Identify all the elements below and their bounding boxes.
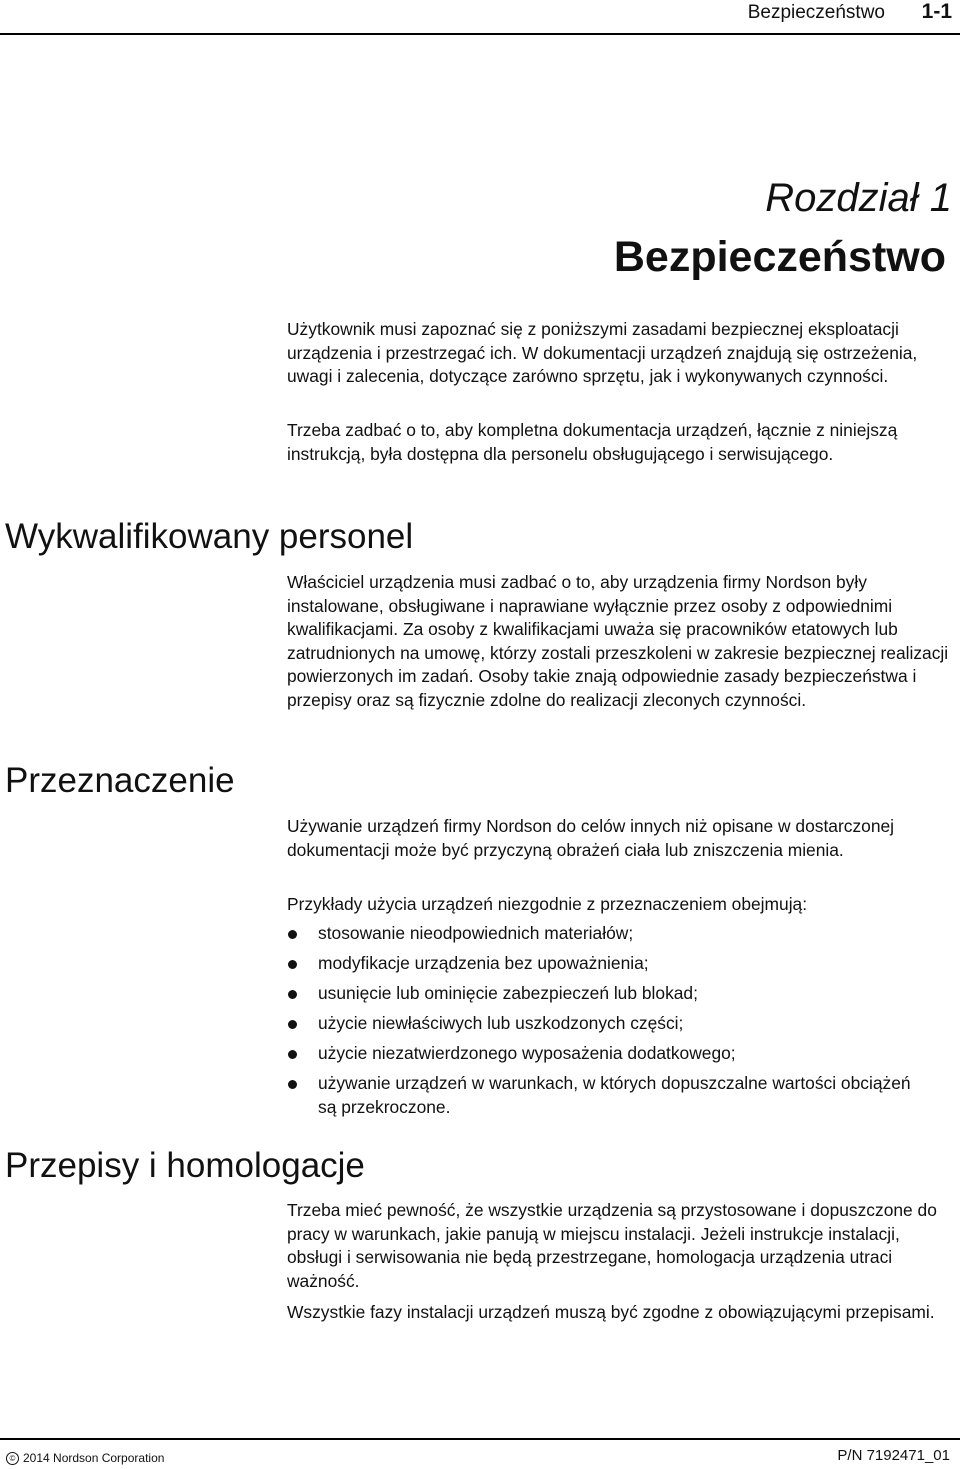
chapter-label: Rozdział 1 (765, 176, 952, 220)
intended-use-paragraph-2: Przykłady użycia urządzeń niezgodnie z przeznaczeniem obejmują: (287, 894, 808, 914)
section-heading-intended-use: Przeznaczenie (5, 761, 235, 800)
list-item-text: stosowanie nieodpowiednich materiałów; (318, 923, 634, 943)
regulations-paragraph-1: Trzeba mieć pewność, że wszystkie urządzenia są przystosowane i dopuszczone do pracy w warunkach, jakie panują w miejscu instalacji. Jeżeli instrukcje instalacji, obsługi i serwisowania nie będą przestrzegane, homologacja urządzenia utraci ważność. (287, 1200, 937, 1291)
intro-paragraph-1: Użytkownik musi zapoznać się z poniższymi zasadami bezpiecznej eksploatacji urządzenia i przestrzegać ich. W dokumentacji urządzeń znajdują się ostrzeżenia, uwagi i zalecenia, dotyczące zarówno sprzętu, jak i wykonywanych czynności. (287, 319, 918, 386)
bullet-icon (288, 960, 297, 969)
intro-paragraph-2: Trzeba zadbać o to, aby kompletna dokumentacja urządzeń, łącznie z niniejszą instrukcją, była dostępna dla personelu obsługującego i serwisującego. (287, 420, 898, 464)
intended-use-paragraph-1: Używanie urządzeń firmy Nordson do celów innych niż opisane w dostarczonej dokumentacji może być przyczyną obrażeń ciała lub zniszczenia mienia. (287, 816, 895, 860)
bullet-icon (288, 1080, 297, 1089)
chapter-title: Bezpieczeństwo (613, 233, 946, 281)
qualified-paragraph: Właściciel urządzenia musi zadbać o to, aby urządzenia firmy Nordson były instalowane, obsługiwane i naprawiane wyłącznie przez osoby z odpowiednimi kwalifikacjami. Za osoby z kwalifikacjami uważa się pracowników etatowych lub zatrudnionych na umowę, którzy zostali przeszkoleni w zakresie bezpiecznej realizacji powierzonych im zadań. Osoby takie znają odpowiednie zasady bezpieczeństwa i przepisy oraz są fizycznie zdolne do realizacji zleconych czynności. (287, 572, 949, 710)
page-header (0, 0, 960, 32)
list-item-text: użycie niezatwierdzonego wyposażenia dodatkowego; (318, 1043, 736, 1063)
list-item (287, 982, 927, 1006)
header-rule (0, 33, 960, 35)
header-title: Bezpieczeństwo (747, 2, 885, 23)
list-item-text: usunięcie lub ominięcie zabezpieczeń lub blokad; (318, 983, 698, 1003)
copyright-text: 2014 Nordson Corporation (23, 1451, 165, 1465)
list-item-text: modyfikacje urządzenia bez upoważnienia; (318, 953, 649, 973)
footer-part-number: P/N 7192471_01 (837, 1447, 950, 1464)
bullet-icon (288, 990, 297, 999)
list-item-text: użycie niewłaściwych lub uszkodzonych części; (318, 1013, 684, 1033)
copyright-icon: © (6, 1452, 19, 1465)
list-item (287, 1042, 927, 1066)
bullet-icon (288, 1020, 297, 1029)
misuse-examples-list (287, 922, 927, 1126)
regulations-paragraph-2: Wszystkie fazy instalacji urządzeń muszą być zgodne z obowiązującymi przepisami. (287, 1302, 935, 1322)
header-page-number: 1-1 (921, 0, 952, 23)
footer-rule (0, 1438, 960, 1440)
footer-copyright (6, 1451, 164, 1465)
list-item (287, 1072, 927, 1119)
bullet-icon (288, 1050, 297, 1059)
list-item (287, 1012, 927, 1036)
list-item (287, 952, 927, 976)
section-heading-regulations: Przepisy i homologacje (5, 1146, 365, 1185)
bullet-icon (288, 930, 297, 939)
list-item (287, 922, 927, 946)
section-heading-qualified-personnel: Wykwalifikowany personel (5, 517, 414, 556)
list-item-text: używanie urządzeń w warunkach, w których dopuszczalne wartości obciążeń są przekroczone. (318, 1073, 911, 1117)
